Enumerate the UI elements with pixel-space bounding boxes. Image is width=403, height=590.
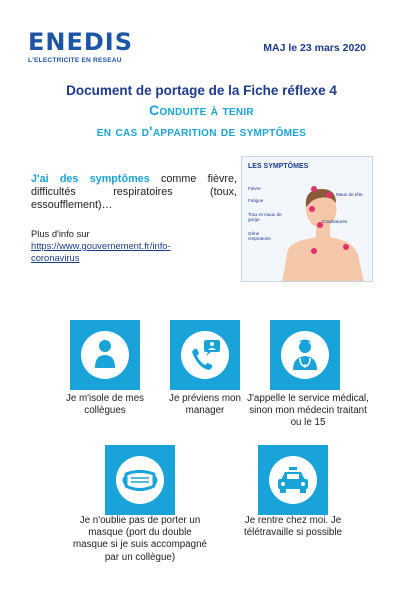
page-title xyxy=(0,82,403,142)
update-date: MAJ le 23 mars 2020 xyxy=(263,42,366,54)
person-icon xyxy=(70,320,140,390)
mask-icon xyxy=(105,445,175,515)
title-line-1: Document de portage de la Fiche réflexe 4 xyxy=(66,83,337,98)
enedis-logo xyxy=(28,29,138,64)
symptom-label: Gêne respiratoire xyxy=(248,231,271,241)
symptom-label: Courbatures xyxy=(322,219,348,224)
info-link[interactable]: https://www.gouvernement.fr/info-coronavirus xyxy=(31,240,171,263)
manager-card xyxy=(170,320,240,390)
symptom-label: Fatigue xyxy=(248,198,264,203)
intro-text: comme fièvre, difficultés respiratoires (toux, essoufflement)… xyxy=(31,173,238,211)
doctor-card xyxy=(270,320,340,390)
intro-paragraph xyxy=(31,173,237,212)
symptom-label: Toux et maux de gorge xyxy=(248,212,282,222)
symptoms-title: LES SYMPTÔMES xyxy=(248,163,309,170)
isolate-caption: Je m'isole de mes collègues xyxy=(65,393,145,417)
logo-wordmark xyxy=(28,29,138,55)
doctor-caption: J'appelle le service médical, sinon mon médecin traitant ou le 15 xyxy=(247,393,369,429)
logo-tagline: L'ELECTRICITE EN RESEAU xyxy=(28,57,122,64)
symptoms-illustration xyxy=(241,156,373,282)
car-caption: Je rentre chez moi. Je télétravaille si possible xyxy=(243,515,343,539)
mask-card xyxy=(105,445,175,515)
doctor-icon xyxy=(270,320,340,390)
intro-highlight: J'ai des symptômes xyxy=(31,173,150,185)
more-info-label: Plus d'info sur xyxy=(31,228,90,239)
brand-name: ENEDIS xyxy=(28,28,134,56)
phone-manager-icon xyxy=(170,320,240,390)
symptom-label: Fièvre xyxy=(248,186,261,191)
title-line-3: en cas d'apparition de symptômes xyxy=(96,123,307,139)
car-card xyxy=(258,445,328,515)
mask-caption: Je n'oublie pas de porter un masque (port du double masque si je suis accompagné par un collègue) xyxy=(73,515,207,563)
title-line-2: Conduite à tenir xyxy=(149,102,254,118)
symptom-label: Maux de tête xyxy=(336,192,363,197)
manager-caption: Je préviens mon manager xyxy=(169,393,241,417)
car-icon xyxy=(258,445,328,515)
isolate-card xyxy=(70,320,140,390)
